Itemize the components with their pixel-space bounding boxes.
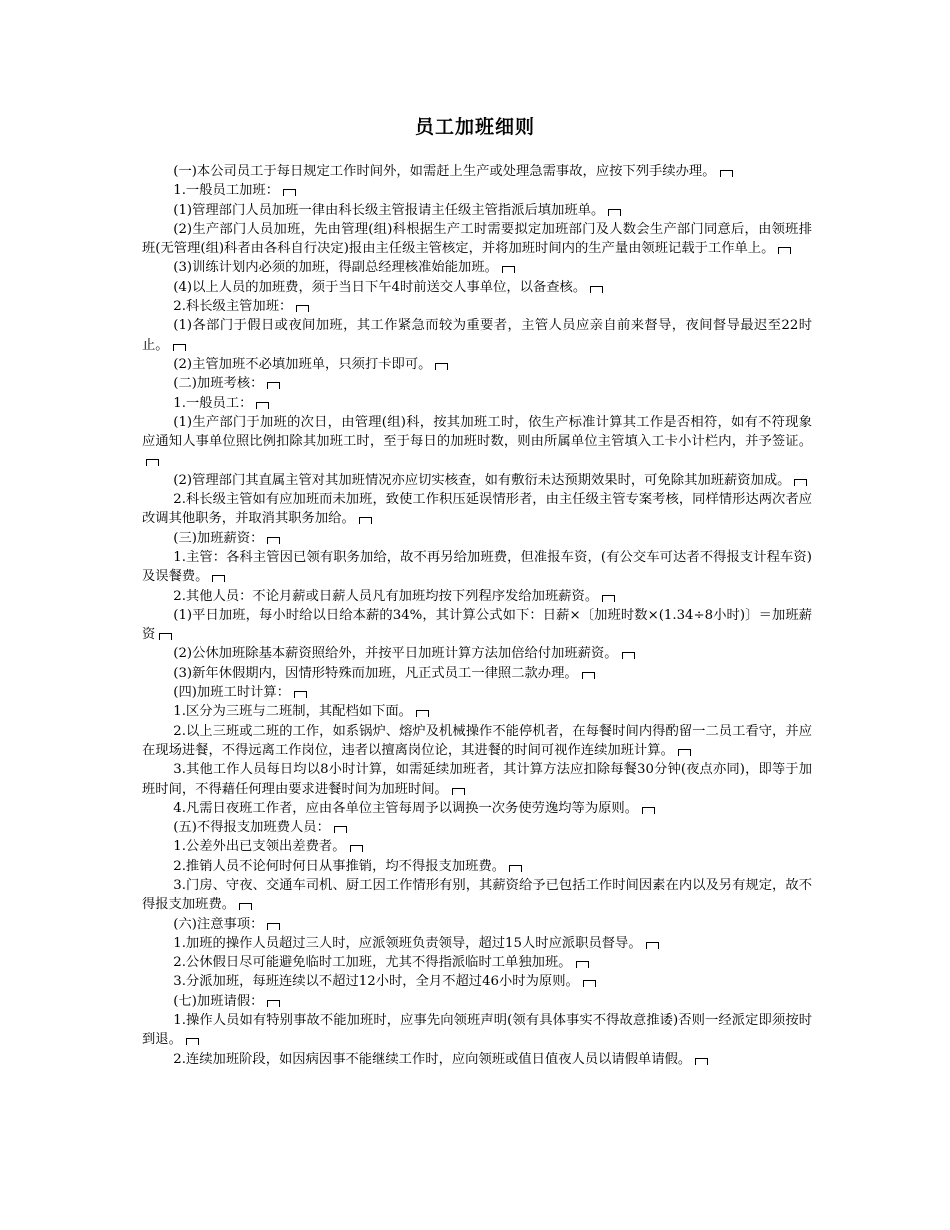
paragraph-text: 2.科长级主管加班：	[173, 299, 293, 315]
paragraph	[142, 278, 812, 297]
paragraph-text: 2.以上三班或二班的工作，如系锅炉、熔炉及机械操作不能停机者，在每餐时间内得酌留一二员工看守，并应在现场进餐，不得远离工作岗位，违者以擅离岗位论，其进餐的时间可视作连续加班计算。	[142, 723, 812, 758]
paragraph-text: 2.连续加班阶段，如因病因事不能继续工作时，应向领班或值日值夜人员以请假单请假。	[173, 1051, 692, 1067]
paragraph	[142, 818, 812, 837]
paragraph-mark-icon	[695, 1058, 708, 1065]
paragraph-mark-icon	[239, 903, 252, 910]
paragraph	[142, 702, 812, 721]
paragraph	[142, 1011, 812, 1050]
paragraph-mark-icon	[502, 266, 515, 273]
paragraph	[142, 799, 812, 818]
paragraph	[142, 162, 812, 181]
paragraph-text: (五)不得报支加班费人员：	[173, 820, 330, 836]
paragraph-text: 1.加班的操作人员超过三人时，应派领班负责领导，超过15人时应派职员督导。	[173, 935, 642, 951]
paragraph	[142, 529, 812, 548]
paragraph	[142, 876, 812, 915]
paragraph-mark-icon	[267, 537, 280, 544]
paragraph	[142, 915, 812, 934]
paragraph-mark-icon	[452, 788, 465, 795]
paragraph	[142, 587, 812, 606]
paragraph-text: (七)加班请假：	[173, 993, 264, 1009]
paragraph-mark-icon	[590, 286, 603, 293]
paragraph-mark-icon	[646, 942, 659, 949]
paragraph-mark-icon	[608, 209, 621, 216]
paragraph-mark-icon	[173, 344, 186, 351]
paragraph-text: (1)各部门于假日或夜间加班，其工作紧急而较为重要者，主管人员应亲自前来督导，夜间督导最迟至22时止。	[142, 318, 812, 353]
paragraph	[142, 548, 812, 587]
paragraph-mark-icon	[794, 479, 807, 486]
paragraph-mark-icon	[256, 402, 269, 409]
paragraph-mark-icon	[267, 923, 280, 930]
paragraph-text: 4.凡需日夜班工作者，应由各单位主管每周予以调换一次务使劳逸均等为原则。	[173, 800, 639, 816]
paragraph	[142, 220, 812, 259]
paragraph-text: (六)注意事项：	[173, 916, 264, 932]
paragraph	[142, 664, 812, 683]
paragraph-text: (四)加班工时计算：	[173, 685, 290, 701]
paragraph-mark-icon	[296, 305, 309, 312]
paragraph-mark-icon	[283, 189, 296, 196]
paragraph-text: 1.一般员工：	[173, 395, 253, 411]
paragraph	[142, 201, 812, 220]
paragraph	[142, 760, 812, 799]
paragraph-mark-icon	[359, 517, 372, 524]
paragraph	[142, 355, 812, 374]
paragraph	[142, 837, 812, 856]
paragraph-mark-icon	[146, 459, 159, 466]
paragraph-text: (2)公休加班除基本薪资照给外，并按平日加班计算方法加倍给付加班薪资。	[173, 646, 618, 662]
paragraph	[142, 471, 812, 490]
paragraph	[142, 934, 812, 953]
paragraph	[142, 857, 812, 876]
paragraph-mark-icon	[642, 807, 655, 814]
paragraph-mark-icon	[576, 961, 589, 968]
paragraph-mark-icon	[720, 170, 733, 177]
paragraph	[142, 413, 812, 471]
paragraph	[142, 1050, 812, 1069]
paragraph-text: (3)训练计划内必须的加班，得副总经理核准始能加班。	[173, 260, 498, 276]
paragraph-text: 1.操作人员如有特别事故不能加班时，应事先向领班声明(领有具体事实不得故意推诿)否则一经派定即须按时到退。	[142, 1013, 812, 1048]
paragraph-text: 3.门房、守夜、交通车司机、厨工因工作情形有别，其薪资给予已包括工作时间因素在内以及另有规定，故不得报支加班费。	[142, 877, 812, 913]
paragraph-text: 2.科长级主管如有应加班而未加班，致使工作积压延误情形者，由主任级主管专案考核，同样情形达两次者应改调其他职务，并取消其职务加给。	[142, 492, 812, 527]
paragraph	[142, 972, 812, 991]
paragraph	[142, 258, 812, 277]
paragraph-mark-icon	[186, 1038, 199, 1045]
paragraph-text: 2.公休假日尽可能避免临时工加班，尤其不得指派临时工单独加班。	[173, 955, 572, 971]
paragraph-mark-icon	[509, 865, 522, 872]
paragraph-text: (1)管理部门人员加班一律由科长级主管报请主任级主管指派后填加班单。	[173, 202, 605, 218]
paragraph	[142, 992, 812, 1011]
paragraph-mark-icon	[622, 652, 635, 659]
paragraph-mark-icon	[435, 363, 448, 370]
paragraph-mark-icon	[267, 1000, 280, 1007]
paragraph	[142, 606, 812, 645]
paragraph	[142, 683, 812, 702]
paragraph-text: 1.一般员工加班：	[173, 183, 280, 199]
paragraph	[142, 316, 812, 355]
paragraph-mark-icon	[159, 633, 172, 640]
paragraph-mark-icon	[582, 672, 595, 679]
paragraph-text: (4)以上人员的加班费，须于当日下午4时前送交人事单位，以备查核。	[173, 279, 587, 295]
paragraph-text: (一)本公司员工于每日规定工作时间外，如需赶上生产或处理急需事故，应按下列手续办理。	[173, 164, 716, 179]
paragraph	[142, 394, 812, 413]
paragraph-text: (1)生产部门于加班的次日，由管理(组)科，按其加班工时，依生产标准计算其工作是否相符，如有不符现象应通知人事单位照比例扣除其加班工时，至于每日的加班时数，则由所属单位主管填入工卡小计栏内，并予签证。	[142, 414, 812, 450]
paragraph	[142, 722, 812, 761]
paragraph-text: 3.其他工作人员每日均以8小时计算，如需延续加班者，其计算方法应扣除每餐30分钟(夜点亦同)，即等于加班时间，不得藉任何理由要求进餐时间为加班时间。	[142, 762, 812, 797]
paragraph-mark-icon	[350, 845, 363, 852]
paragraph-text: (3)新年休假期内，因情形特殊而加班，凡正式员工一律照二款办理。	[173, 665, 578, 681]
paragraph	[142, 181, 812, 200]
paragraph	[142, 644, 812, 663]
paragraph-text: 1.主管：各科主管因已领有职务加给，故不再另给加班费，但准报车资，(有公交车可达者不得报支计程车资)及误餐费。	[142, 549, 812, 585]
document-body	[142, 162, 812, 1069]
paragraph-mark-icon	[583, 980, 596, 987]
paragraph-text: (2)主管加班不必填加班单，只须打卡即可。	[173, 356, 432, 372]
paragraph-text: (2)生产部门人员加班，先由管理(组)科根据生产工时需要拟定加班部门及人数会生产部门同意后，由领班排班(无管理(组)科者由各科自行决定)报由主任级主管核定，并将加班时间内的生产量由领班记载于工作单上。	[142, 221, 812, 257]
paragraph-mark-icon	[678, 749, 691, 756]
paragraph-text: 1.区分为三班与二班制，其配档如下面。	[173, 704, 412, 720]
paragraph-text: 1.公差外出已支领出差费者。	[173, 839, 346, 855]
paragraph	[142, 953, 812, 972]
paragraph-mark-icon	[212, 575, 225, 582]
paragraph-mark-icon	[602, 595, 615, 602]
paragraph	[142, 374, 812, 393]
document-title: 员工加班细则	[414, 116, 535, 138]
paragraph-mark-icon	[267, 382, 280, 389]
paragraph-text: (三)加班薪资：	[173, 530, 264, 546]
paragraph-mark-icon	[416, 710, 429, 717]
paragraph	[142, 490, 812, 529]
paragraph-text: (1)平日加班，每小时给以日给本薪的34%，其计算公式如下：日薪×〔加班时数×(1.34÷8小时)〕＝加班薪资	[142, 607, 812, 643]
paragraph-text: (二)加班考核：	[173, 376, 264, 392]
paragraph-text: 3.分派加班，每班连续以不超过12小时，全月不超过46小时为原则。	[173, 974, 579, 990]
paragraph-text: (2)管理部门其直属主管对其加班情况亦应切实核查，如有敷衍未达预期效果时，可免除其加班薪资加成。	[173, 472, 791, 488]
paragraph-mark-icon	[334, 826, 347, 833]
paragraph	[142, 297, 812, 316]
paragraph-text: 2.其他人员：不论月薪或日薪人员凡有加班均按下列程序发给加班薪资。	[173, 588, 599, 604]
paragraph-text: 2.推销人员不论何时何日从事推销，均不得报支加班费。	[173, 858, 506, 874]
paragraph-mark-icon	[778, 247, 791, 254]
paragraph-mark-icon	[294, 691, 307, 698]
